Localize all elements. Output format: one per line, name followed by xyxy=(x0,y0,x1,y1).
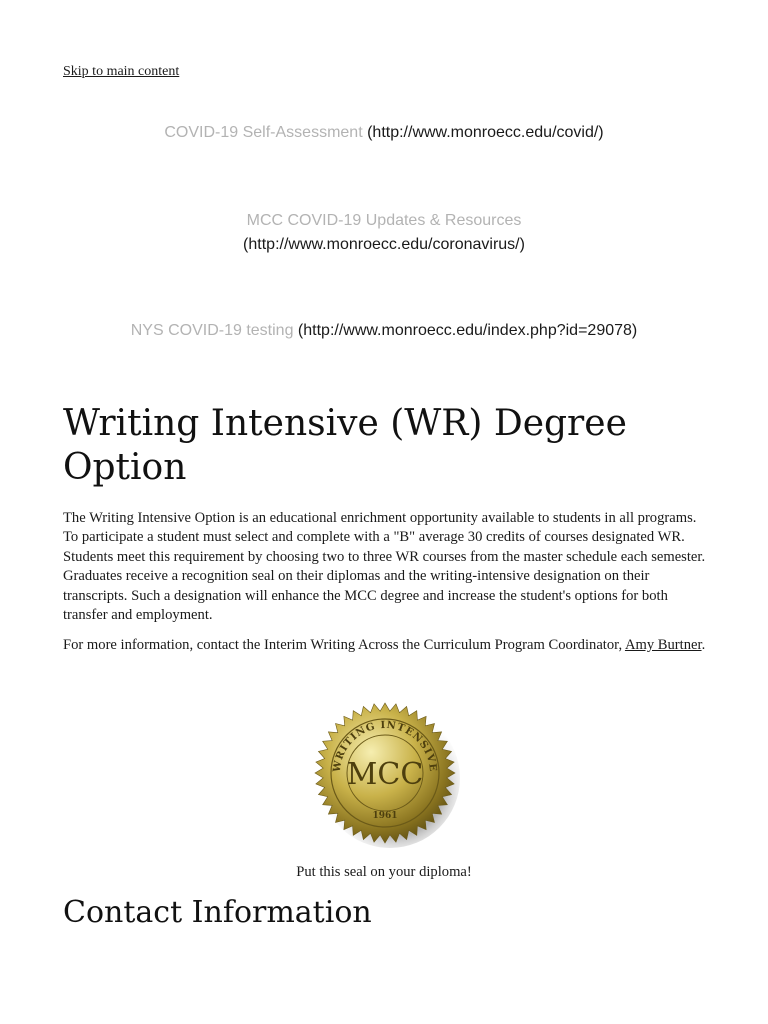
writing-intensive-seal xyxy=(310,698,460,848)
skip-to-main-link[interactable]: Skip to main content xyxy=(63,64,180,79)
contact-note-period: . xyxy=(701,637,706,653)
covid-updates-line xyxy=(0,209,768,257)
seal-icon xyxy=(310,698,460,848)
nys-covid-testing-line xyxy=(0,319,768,343)
seal-top-text: WRITING INTENSIVE xyxy=(331,719,439,773)
contact-note-paragraph xyxy=(63,636,711,655)
contact-information-heading: Contact Information xyxy=(63,895,372,930)
covid-updates-url: (http://www.monroecc.edu/coronavirus/) xyxy=(243,236,525,253)
nys-covid-testing-url: (http://www.monroecc.edu/index.php?id=29078) xyxy=(297,322,638,339)
covid-updates-link[interactable]: MCC COVID-19 Updates & Resources xyxy=(246,212,522,229)
amy-burtner-link[interactable]: Amy Burtner xyxy=(624,637,702,653)
contact-note-text: For more information, contact the Interim Writing Across the Curriculum Program Coordinator, xyxy=(63,637,623,653)
page-title: Writing Intensive (WR) Degree Option xyxy=(63,403,627,488)
seal-monogram: MCC xyxy=(346,757,424,792)
covid-self-assessment-url: (http://www.monroecc.edu/covid/) xyxy=(367,124,604,141)
nys-covid-testing-link[interactable]: NYS COVID-19 testing xyxy=(130,322,294,339)
covid-self-assessment-link[interactable]: COVID-19 Self-Assessment xyxy=(164,124,363,141)
covid-self-assessment-line xyxy=(0,121,768,145)
seal-year: 1961 xyxy=(372,811,398,821)
seal-caption: Put this seal on your diploma! xyxy=(296,864,472,880)
intro-paragraph: The Writing Intensive Option is an educational enrichment opportunity available to students in all programs. To participate a student must select and complete with a "B" average 30 credits of courses designated WR. Students meet this requirement by choosing two to three WR courses from the master schedule each semester. Graduates receive a recognition seal on their diplomas and the writing-intensive designation on their transcripts. Such a designation will enhance the MCC degree and increase the student's options for both transfer and employment. xyxy=(63,510,706,624)
